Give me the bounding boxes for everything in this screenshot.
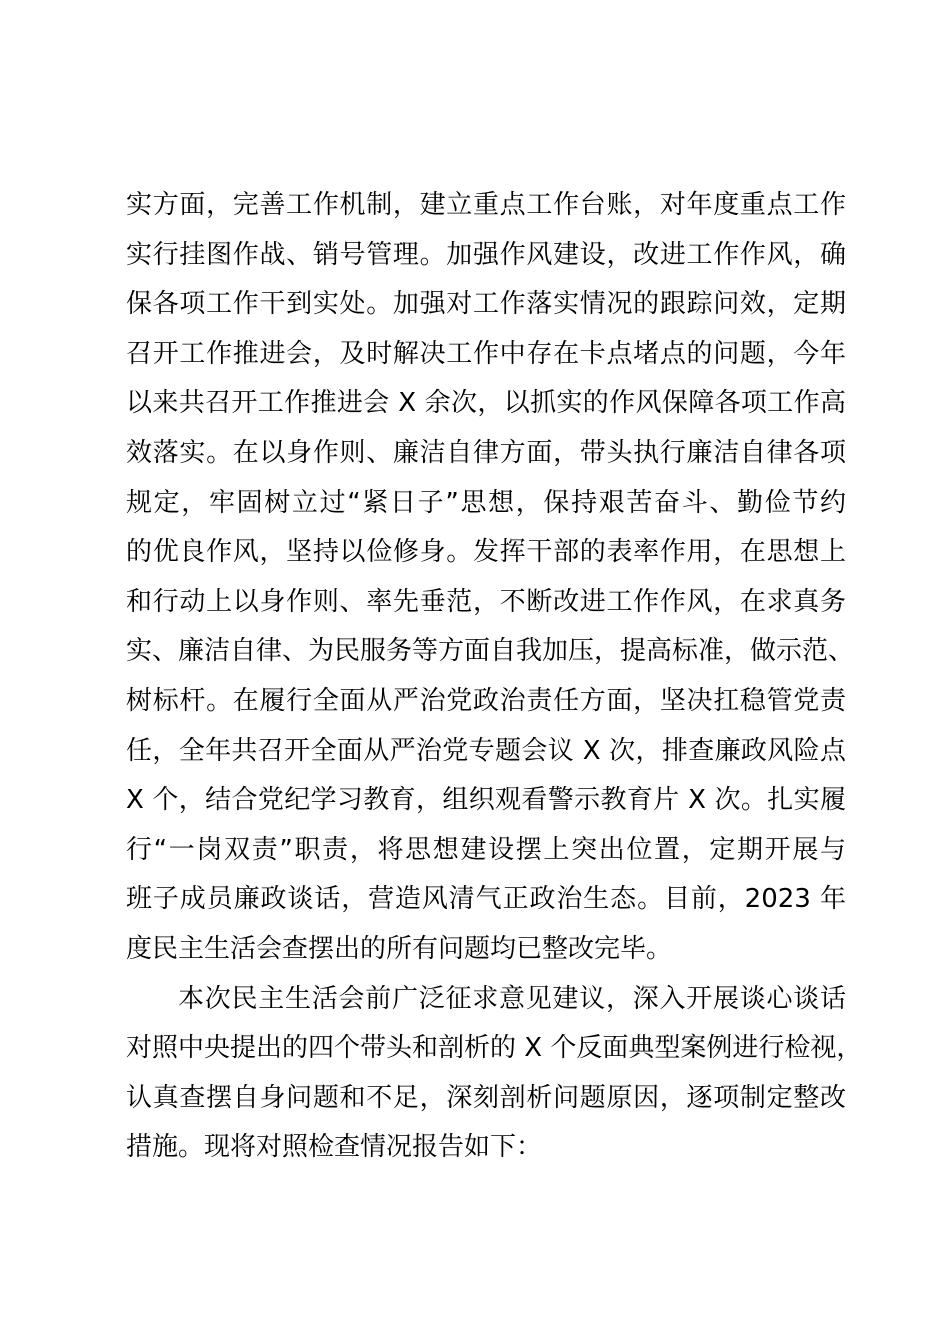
text-line: 实方面，完善工作机制，建立重点工作台账，对年度重点工作	[126, 190, 846, 220]
text-line: 对照中央提出的四个带头和剖析的 X 个反面典型案例进行检视，	[126, 1033, 863, 1064]
text-line: 任，全年共召开全面从严治党专题会议 X 次，排查廉政风险点	[126, 735, 846, 766]
text-line: 实、廉洁自律、为民服务等方面自我加压，提高标准，做示范、	[126, 636, 855, 667]
text-line: 本次民主生活会前广泛征求意见建议，深入开展谈心谈话	[178, 983, 846, 1014]
text-line: 和行动上以身作则、率先垂范，不断改进工作作风，在求真务	[126, 586, 846, 617]
text-line: 效落实。在以身作则、廉洁自律方面，带头执行廉洁自律各项	[126, 437, 846, 468]
text-line: 以来共召开工作推进会 X 余次，以抓实的作风保障各项工作高	[126, 388, 846, 419]
paragraph-2	[126, 975, 863, 1173]
text-line: 措施。现将对照检查情况报告如下：	[126, 1132, 543, 1163]
text-line: 树标杆。在履行全面从严治党政治责任方面，坚决扛稳管党责	[126, 685, 846, 716]
text-line: 行“一岗双责”职责，将思想建设摆上突出位置，定期开展与	[126, 834, 846, 865]
paragraph-1	[126, 181, 855, 975]
text-line: 的优良作风，坚持以俭修身。发挥干部的表率作用，在思想上	[126, 537, 846, 568]
text-line: 认真查摆自身问题和不足，深刻剖析问题原因，逐项制定整改	[126, 1082, 846, 1113]
text-line: 班子成员廉政谈话，营造风清气正政治生态。目前，2023 年	[126, 884, 846, 915]
text-line: 度民主生活会查摆出的所有问题均已整改完毕。	[126, 933, 673, 964]
body-text	[126, 181, 863, 1173]
text-line: X 个，结合党纪学习教育，组织观看警示教育片 X 次。扎实履	[126, 785, 846, 816]
text-line: 保各项工作干到实处。加强对工作落实情况的跟踪问效，定期	[126, 289, 846, 320]
text-line: 实行挂图作战、销号管理。加强作风建设，改进工作作风，确	[126, 239, 846, 270]
text-line: 规定，牢固树立过“紧日子”思想，保持艰苦奋斗、勤俭节约	[126, 487, 846, 518]
text-line: 召开工作推进会，及时解决工作中存在卡点堵点的问题，今年	[126, 338, 846, 369]
